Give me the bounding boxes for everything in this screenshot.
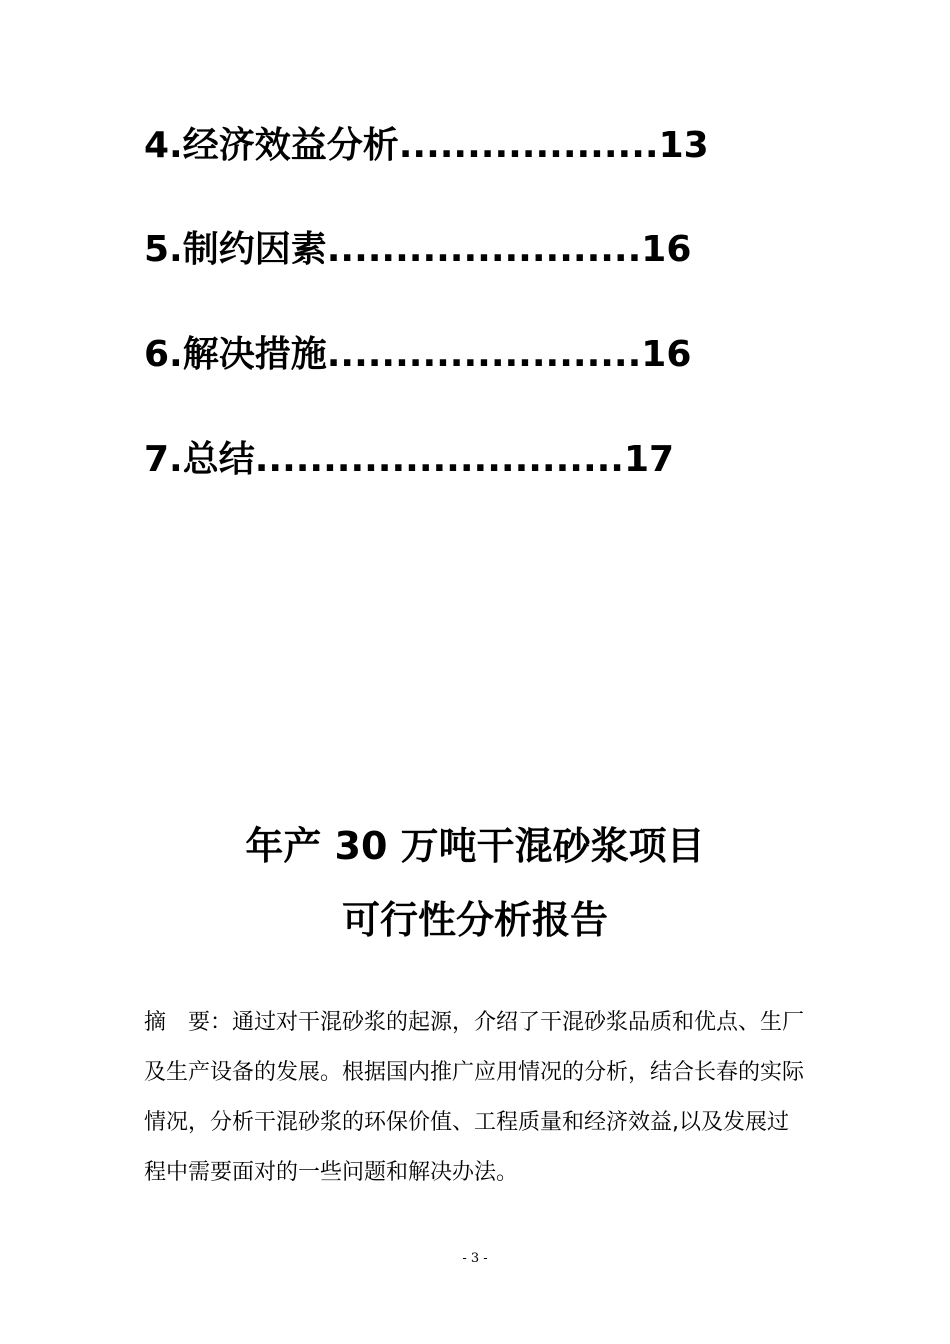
report-title-line-2: 可行性分析报告 [341,898,608,942]
toc-entry-summary[interactable]: 7.总结...........................17 [144,439,675,480]
abstract-line: 程中需要面对的一些问题和解决办法。 [144,1160,519,1185]
abstract-line: 及生产设备的发展。根据国内推广应用情况的分析，结合长春的实际 [144,1060,805,1085]
page-number: - 3 - [462,1251,488,1266]
abstract-paragraph [144,998,814,1198]
report-title-line-1: 年产 30 万吨干混砂浆项目 [245,824,705,868]
toc-entry-solutions[interactable]: 6.解决措施.......................16 [144,334,692,375]
toc-entry-economic-benefit[interactable]: 4.经济效益分析...................13 [144,125,709,166]
toc-entry-constraints[interactable]: 5.制约因素.......................16 [144,229,692,270]
abstract-line: 情况，分析干混砂浆的环保价值、工程质量和经济效益,以及发展过 [144,1110,789,1135]
abstract-line: 摘 要：通过对干混砂浆的起源，介绍了干混砂浆品质和优点、生厂 [144,1010,805,1035]
